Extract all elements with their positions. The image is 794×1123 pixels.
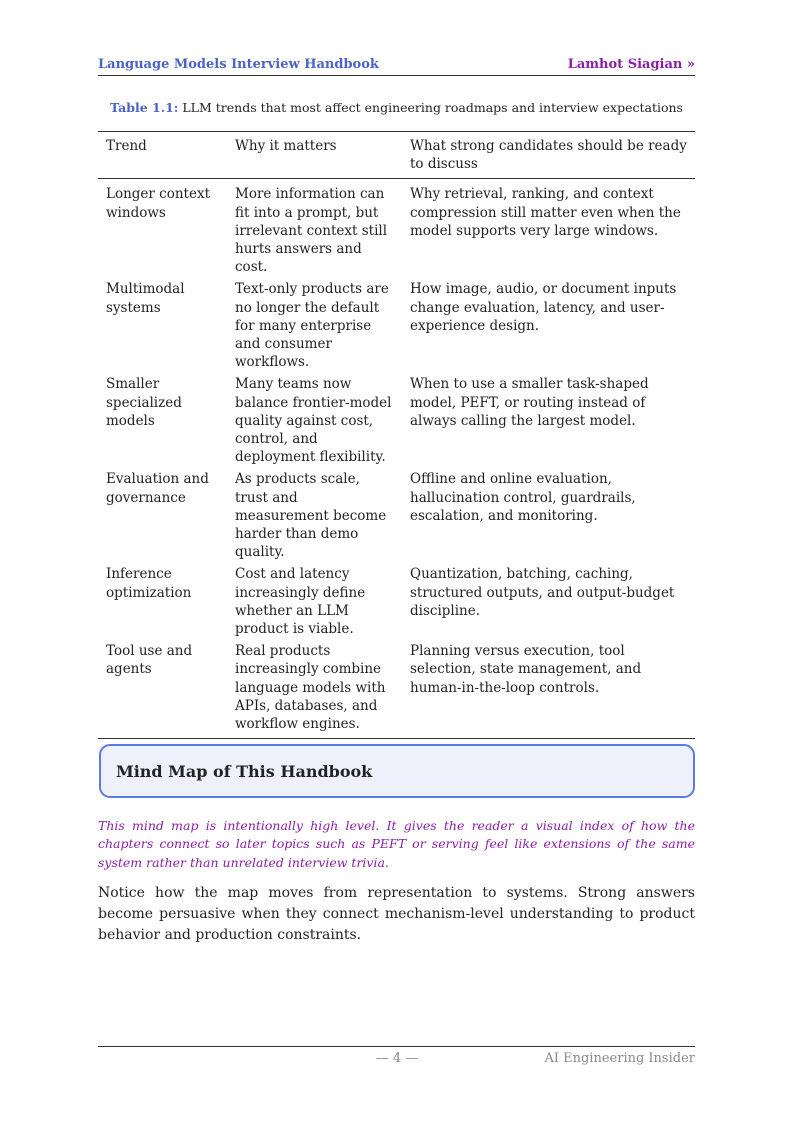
cell-discuss: How image, audio, or document inputs change evaluation, latency, and user-experience design. <box>410 281 677 334</box>
table-caption <box>98 100 695 115</box>
cell-why: As products scale, trust and measurement become harder than demo quality. <box>235 471 387 561</box>
column-header-discuss: What strong candidates should be ready to discuss <box>402 132 695 179</box>
cell-why: Cost and latency increasingly define whether an LLM product is viable. <box>235 566 366 638</box>
trends-table <box>98 131 695 739</box>
section-title: Mind Map of This Handbook <box>116 761 373 781</box>
cell-discuss: When to use a smaller task-shaped model, PEFT, or routing instead of always calling the largest model. <box>410 376 649 429</box>
cell-trend: Smaller specialized models <box>106 376 182 429</box>
footer-rule <box>98 1046 695 1047</box>
column-header-trend: Trend <box>98 132 227 179</box>
header-book-title: Language Models Interview Handbook <box>98 57 379 72</box>
table-row <box>98 373 695 468</box>
section-heading-box <box>99 744 695 798</box>
cell-why: Text-only products are no longer the default for many enterprise and consumer workflows. <box>235 281 389 371</box>
header-author: Lamhot Siagian » <box>567 57 695 72</box>
table-row <box>98 179 695 279</box>
page-number: — 4 — <box>375 1051 419 1066</box>
table-row <box>98 468 695 563</box>
table-row <box>98 640 695 739</box>
cell-trend: Longer context windows <box>106 186 210 221</box>
cell-discuss: Quantization, batching, caching, structured outputs, and output-budget discipline. <box>410 566 675 619</box>
column-header-why: Why it matters <box>227 132 402 179</box>
cell-why: Real products increasingly combine language models with APIs, databases, and workflow engines. <box>227 640 402 739</box>
table-caption-label: Table 1.1: <box>110 100 179 115</box>
cell-discuss: Offline and online evaluation, hallucination control, guardrails, escalation, and monitoring. <box>410 471 636 524</box>
table-caption-text: LLM trends that most affect engineering roadmaps and interview expectations <box>182 100 683 115</box>
cell-why: Many teams now balance frontier-model quality against cost, control, and deployment flexibility. <box>235 376 392 466</box>
table-row <box>98 563 695 640</box>
cell-trend: Tool use and agents <box>98 640 227 739</box>
footer-publication: AI Engineering Insider <box>544 1051 695 1066</box>
table-row <box>98 278 695 373</box>
cell-discuss: Why retrieval, ranking, and context compression still matter even when the model supports very large windows. <box>410 186 681 239</box>
cell-why: More information can fit into a prompt, but irrelevant context still hurts answers and cost. <box>235 186 388 276</box>
cell-discuss: Planning versus execution, tool selection, state management, and human-in-the-loop controls. <box>402 640 695 739</box>
cell-trend: Evaluation and governance <box>106 471 209 506</box>
cell-trend: Multimodal systems <box>106 281 185 316</box>
running-header <box>98 57 695 76</box>
intro-note: This mind map is intentionally high level. It gives the reader a visual index of how the chapters connect so later topics such as PEFT or serving feel like extensions of the same system rather than unrelated interview trivia. <box>98 818 695 870</box>
body-paragraph: Notice how the map moves from representation to systems. Strong answers become persuasive when they connect mechanism-level understanding to product behavior and production constraints. <box>98 885 695 943</box>
cell-trend: Inference optimization <box>106 566 192 601</box>
table-header-row <box>98 132 695 179</box>
